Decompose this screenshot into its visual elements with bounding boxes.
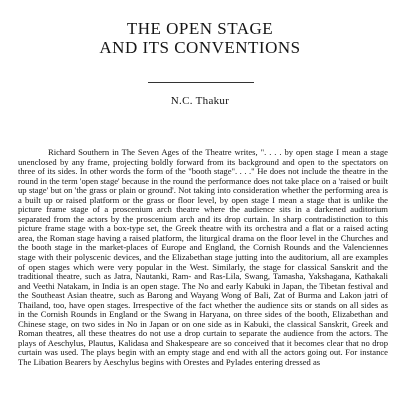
article-title-line-1: THE OPEN STAGE — [126, 19, 274, 38]
body-paragraph: Richard Southern in The Seven Ages of the Theatre writes, ". . . . by open stage I mean a stage unenclosed by any frame, projecting boldly forward from its background and open to the spectators on three of its sides. In other words the form of the "booth stage". . . ." He does not include the theatre in the round in the term 'open stage' because in the round the performance does not take place on a 'raised or built up stage' but on 'the grass or plain or ground'. Not taking into consideration whether the performing area is a built up or raised platform or the grass or floor level, by open stage I mean a stage that is unlike the picture frame stage of a proscenium arch theatre where the audience sits in a darkened auditorium separated from the actors by the proscenium arch and its drop curtain. In sharp contradistinction to this picture frame stage with a box-type set, the Greek theatre with its orchestra and a flat or a raised acting area, the Roman stage having a raised platform, the liturgical drama on the floor level in the Churches and the booth stage in the market-places of Europe and England, the Cornish Rounds and the Valenciennes stage with their polyscenic devices, and the Elizabethan stage jutting into the auditorium, all are examples of open stages which were very popular in the West. Similarly, the stage for classical Sanskrit and the traditional theatre, such as Jatra, Nautanki, Ram- and Ras-Lila, Swang, Tamasha, Yakshagana, Kathakali and Veethi Natakam, in India is an open stage. The No and early Kabuki in Japan, the Tibetan festival and the Southeast Asian theatre, such as Barong and Wayang Wong of Bali, Zat of Burma and Lakon jatri of Thailand, too, have open stages. Irrespective of the fact whether the audience sits or stands on all sides as in the Cornish Rounds in England or the Swang in Haryana, on three sides of the booth, Elizabethan and Chinese stage, on two sides in No in Japan or on one side as in Kabuki, the classical Sanskrit, Greek and Roman theatres, all these theatres do not use a drop curtain to separate the audience from the actors. The plays of Aeschylus, Plautus, Kalidasa and Shakespeare are so conceived that it becomes clear that no drop curtain was used. The plays begin with an empty stage and end with all the actors going out. For instance The Libation Bearers by Aeschylus begins with Orestes and Pylades entering dressed as — [18, 147, 388, 368]
author-name: N.C. Thakur — [170, 95, 230, 107]
title-rule — [148, 82, 254, 83]
article-title-line-2: AND ITS CONVENTIONS — [99, 38, 301, 57]
